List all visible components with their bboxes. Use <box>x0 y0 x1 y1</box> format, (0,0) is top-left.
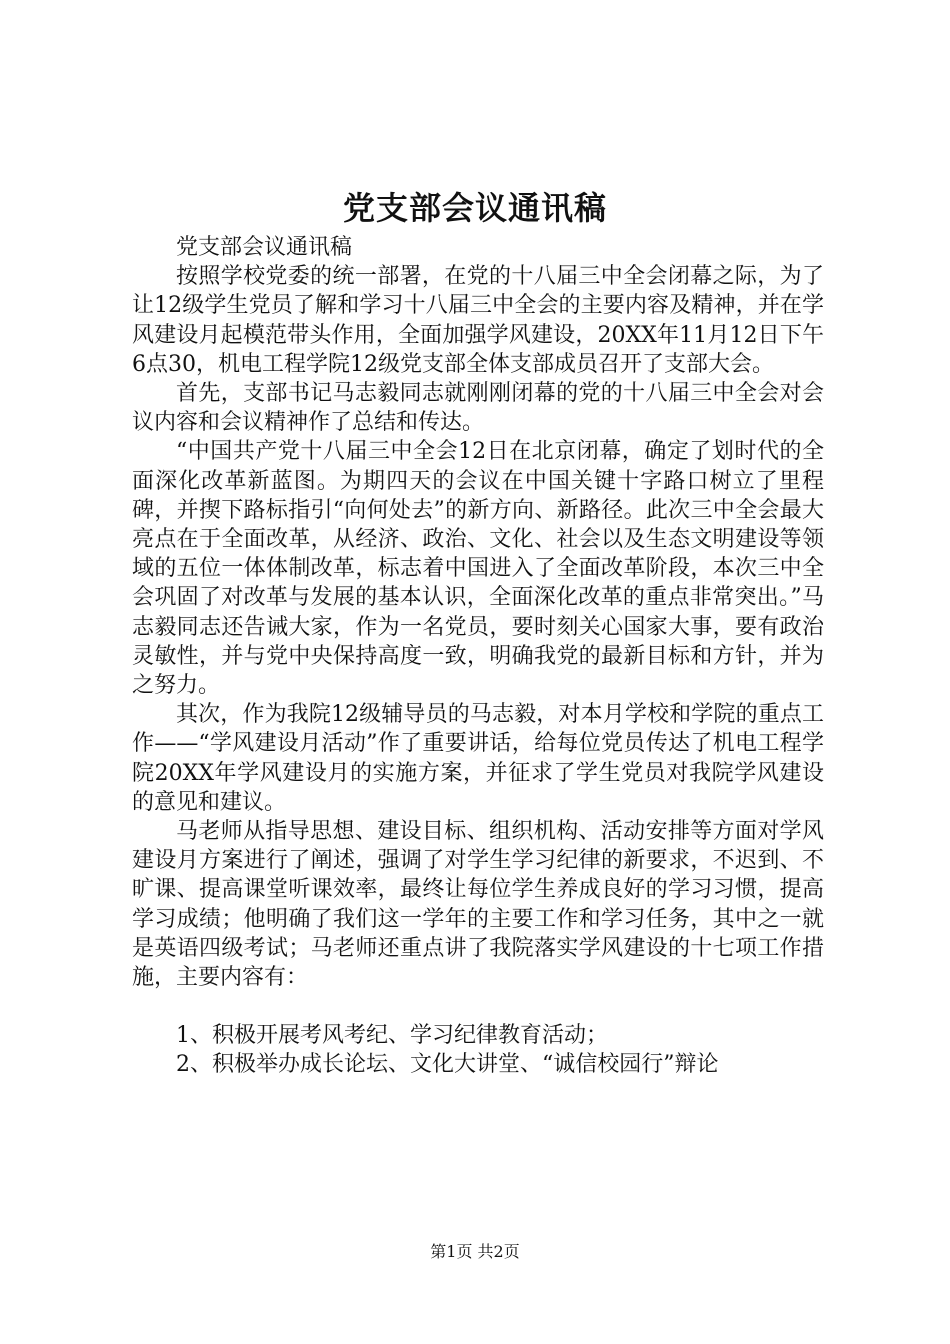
document-body <box>132 233 824 1080</box>
list-item-1: 1、积极开展考风考纪、学习纪律教育活动； <box>176 1023 608 1049</box>
body-paragraph-intro: 按照学校党委的统一部署，在党的十八届三中全会闭幕之际，为了让12级学生党员了解和学习十八届三中全会的主要内容及精神，并在学风建设月起模范带头作用，全面加强学风建设，20XX年11月12日下午6点30，机电工程学院12级党支部全体支部成员召开了支部大会。 <box>132 264 824 377</box>
page-footer: 第1页 共2页 <box>430 1242 520 1261</box>
list-item-2: 2、积极举办成长论坛、文化大讲堂、“诚信校园行”辩论 <box>176 1052 719 1078</box>
body-paragraph-teacher: 马老师从指导思想、建设目标、组织机构、活动安排等方面对学风建设月方案进行了阐述，强调了对学生学习纪律的新要求，不迟到、不旷课、提高课堂听课效率，最终让每位学生养成良好的学习习惯，提高学习成绩；他明确了我们这一学年的主要工作和学习任务，其中之一就是英语四级考试；马老师还重点讲了我院落实学风建设的十七项工作措施，主要内容有： <box>132 819 824 991</box>
body-paragraph-subtitle: 党支部会议通讯稿 <box>176 235 353 260</box>
body-paragraph-quote: “中国共产党十八届三中全会12日在北京闭幕，确定了划时代的全面深化改革新蓝图。为期四天的会议在中国关键十字路口树立了里程碑，并揳下路标指引“向何处去”的新方向、新路径。此次三中全会最大亮点在于全面改革，从经济、政治、文化、社会以及生态文明建设等领域的五位一体体制改革，标志着中国进入了全面改革阶段，本次三中全会巩固了对改革与发展的基本认识，全面深化改革的重点非常突出。”马志毅同志还告诫大家，作为一名党员，要时刻关心国家大事，要有政治灵敏性，并与党中央保持高度一致，明确我党的最新目标和方针，并为之努力。 <box>132 439 824 699</box>
document-title: 党支部会议通讯稿 <box>342 189 607 227</box>
paragraph-gap <box>132 992 824 1021</box>
body-paragraph-second: 其次，作为我院12级辅导员的马志毅，对本月学校和学院的重点工作——“学风建设月活动”作了重要讲话，给每位党员传达了机电工程学院20XX年学风建设月的实施方案，并征求了学生党员对我院学风建设的意见和建议。 <box>132 702 824 815</box>
body-paragraph-first: 首先，支部书记马志毅同志就刚刚闭幕的党的十八届三中全会对会议内容和会议精神作了总结和传达。 <box>132 381 824 436</box>
